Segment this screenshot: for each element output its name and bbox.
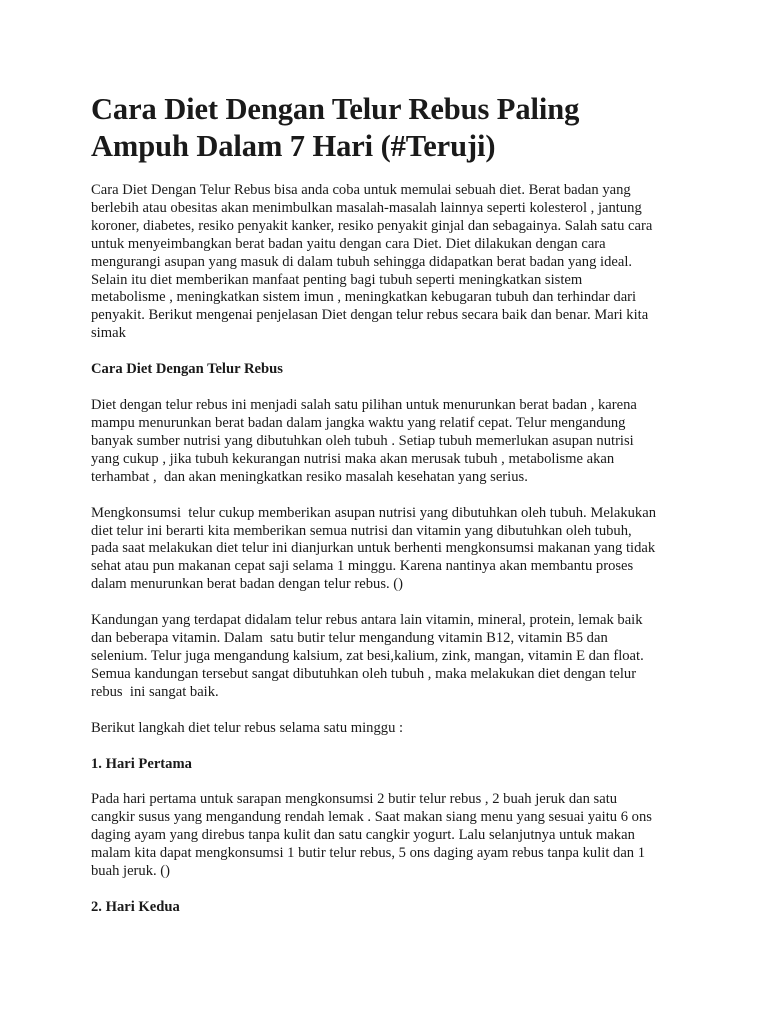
paragraph-line: buah jeruk. () (91, 863, 171, 880)
body-paragraph (91, 397, 691, 487)
paragraph-line: mengurangi asupan yang masuk di dalam tubuh sehingga didapatkan berat badan yang ideal. (91, 253, 633, 270)
heading-text: Cara Diet Dengan Telur Rebus (91, 361, 283, 378)
body-paragraph (91, 182, 691, 343)
paragraph-line: yang cukup , jika tubuh kekurangan nutrisi maka akan merusak tubuh , metabolisme akan (91, 450, 615, 467)
paragraph-line: Pada hari pertama untuk sarapan mengkonsumsi 2 butir telur rebus , 2 buah jeruk dan satu (91, 791, 618, 808)
paragraph-line: dalam menurunkan berat badan dengan telur rebus. () (91, 576, 404, 593)
body-paragraph (91, 720, 691, 738)
body-paragraph (91, 612, 691, 702)
paragraph-line: Kandungan yang terdapat didalam telur rebus antara lain vitamin, mineral, protein, lemak baik (91, 612, 643, 629)
paragraph-line: penyakit. Berikut mengenai penjelasan Diet dengan telur rebus secara baik dan benar. Mari kita (91, 307, 649, 324)
title-line: Ampuh Dalam 7 Hari (#Teruji) (91, 129, 496, 163)
section-heading (91, 361, 691, 379)
paragraph-line: simak (91, 325, 126, 342)
document-body (91, 182, 691, 917)
heading-text: 2. Hari Kedua (91, 899, 180, 915)
paragraph-line: pada saat melakukan diet telur ini dianjurkan untuk berhenti mengkonsumsi makanan yang tidak (91, 540, 656, 557)
paragraph-line: berlebih atau obesitas akan menimbulkan masalah-masalah lainnya seperti kolesterol , jantung (91, 199, 642, 216)
paragraph-line: Semua kandungan tersebut sangat dibutuhkan oleh tubuh , maka melakukan diet dengan telur (91, 665, 637, 682)
paragraph-line: Diet dengan telur rebus ini menjadi salah satu pilihan untuk menurunkan berat badan , karena (91, 397, 637, 414)
paragraph-line: banyak sumber nutrisi yang dibutuhkan oleh tubuh . Setiap tubuh memerlukan asupan nutrisi (91, 432, 634, 449)
paragraph-line: Selain itu diet memberikan manfaat penting bagi tubuh seperti meningkatkan sistem (91, 271, 583, 288)
document-page (91, 91, 691, 935)
paragraph-line: malam kita dapat mengkonsumsi 1 butir telur rebus, 5 ons daging ayam rebus tanpa kulit dan 1 (91, 845, 646, 862)
body-paragraph (91, 505, 691, 595)
paragraph-line: koroner, diabetes, resiko penyakit kanker, resiko penyakit ginjal dan sebagainya. Salah satu cara (91, 217, 653, 234)
paragraph-line: diet telur ini berarti kita memberikan semua nutrisi dan vitamin yang dibutuhkan oleh tubuh, (91, 522, 632, 539)
title-line: Cara Diet Dengan Telur Rebus Paling (91, 92, 580, 126)
paragraph-line: cangkir susus yang mengandung rendah lemak . Saat makan siang menu yang sesuai yaitu 6 ons (91, 809, 652, 826)
paragraph-line: Berikut langkah diet telur rebus selama satu minggu : (91, 719, 404, 736)
section-heading (91, 899, 691, 917)
paragraph-line: Mengkonsumsi telur cukup memberikan asupan nutrisi yang dibutuhkan oleh tubuh. Melakukan (91, 504, 657, 521)
paragraph-line: Cara Diet Dengan Telur Rebus bisa anda coba untuk memulai sebuah diet. Berat badan yang (91, 182, 631, 198)
paragraph-line: dan beberapa vitamin. Dalam satu butir telur mengandung vitamin B12, vitamin B5 dan (91, 630, 608, 647)
paragraph-line: selenium. Telur juga mengandung kalsium, zat besi,kalium, zink, mangan, vitamin E dan float. (91, 647, 644, 664)
paragraph-line: untuk menyeimbangkan berat badan yaitu dengan cara Diet. Diet dilakukan dengan cara (91, 235, 606, 252)
document-title (91, 91, 691, 165)
paragraph-line: terhambat , dan akan meningkatkan resiko masalah kesehatan yang serius. (91, 468, 528, 485)
paragraph-line: metabolisme , meningkatkan sistem imun , meningkatkan kebugaran tubuh dan terhindar dari (91, 289, 637, 306)
paragraph-line: daging ayam yang direbus tanpa kulit dan satu cangkir yogurt. Lalu selanjutnya untuk makan (91, 827, 635, 844)
paragraph-line: rebus ini sangat baik. (91, 683, 219, 700)
section-heading (91, 756, 691, 774)
body-paragraph (91, 791, 691, 881)
paragraph-line: sehat atau pun makanan cepat saji selama 1 minggu. Karena nantinya akan membantu proses (91, 558, 634, 575)
heading-text: 1. Hari Pertama (91, 755, 192, 772)
paragraph-line: mampu menurunkan berat badan dalam jangka waktu yang relatif cepat. Telur mengandung (91, 414, 626, 431)
